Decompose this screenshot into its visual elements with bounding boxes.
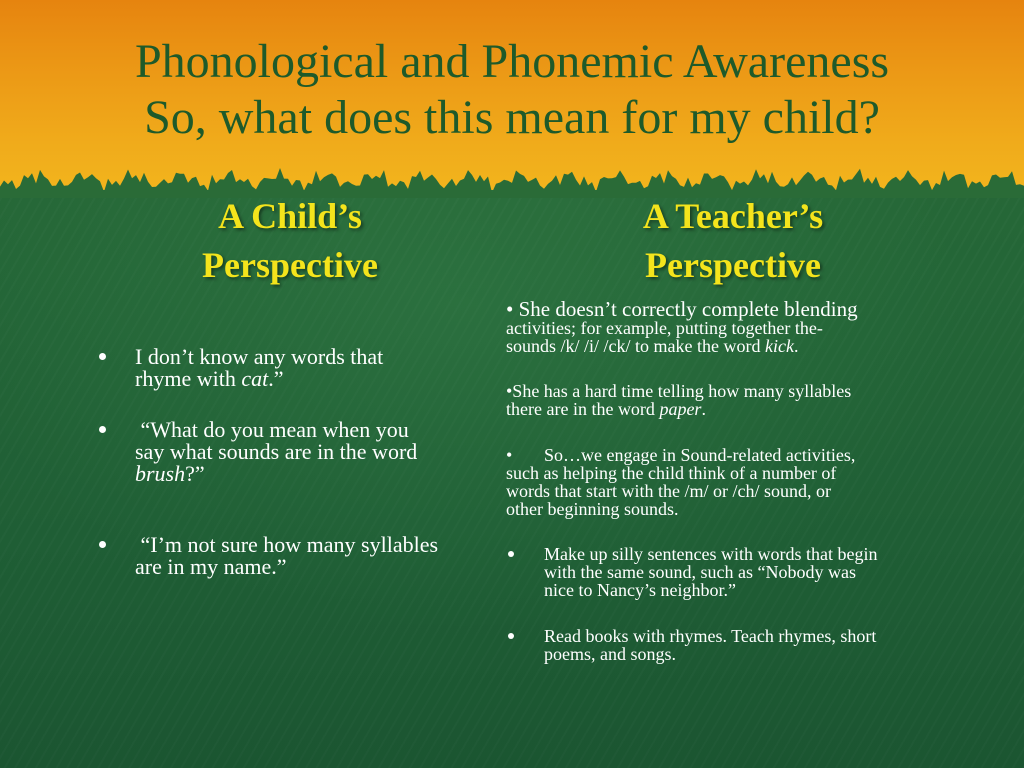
bullet-icon — [508, 551, 514, 557]
teacher-item — [506, 545, 946, 605]
bullet-icon — [508, 633, 514, 639]
bullet-text-end: ?” — [185, 461, 205, 486]
teacher-item — [506, 299, 946, 355]
item-text-end: . — [793, 336, 799, 356]
bullet-icon — [99, 353, 106, 360]
child-bullet-text — [135, 419, 417, 485]
bullet-icon — [99, 541, 106, 548]
title-line-2: So, what does this mean for my child? — [144, 91, 880, 144]
teacher-item-lead: • She doesn’t correctly complete blending — [506, 297, 858, 321]
teacher-perspective-heading: A Teacher’s Perspective — [642, 196, 824, 285]
teacher-item-text: Make up silly sentences with words that begin with the same sound, such as “Nobody was nice to Nancy’s neighbor.” — [544, 544, 878, 600]
bullet-text-end: .” — [268, 366, 284, 391]
ragged-edge-shape — [0, 168, 1024, 198]
title-line-1: Phonological and Phonemic Awareness — [134, 35, 890, 88]
child-bullet-item — [95, 419, 495, 489]
child-bullet-item — [95, 346, 495, 416]
teacher-item-text — [506, 382, 946, 418]
item-emphasis: kick — [764, 336, 794, 356]
child-bullet-item — [95, 534, 495, 604]
teacher-item-text: Read books with rhymes. Teach rhymes, short poems, and songs. — [544, 626, 877, 664]
item-text: •She has a hard time telling how many syllables there are in the word — [506, 381, 852, 419]
child-bullet-text — [135, 346, 383, 390]
bullet-text: “What do you mean when you say what sounds are in the word — [135, 417, 418, 464]
bullet-glyph: • — [506, 445, 513, 465]
bullet-text: I don’t know any words that rhyme with — [135, 344, 384, 391]
bullet-emphasis: brush — [135, 461, 186, 486]
item-text: activities; for example, putting together the- sounds /k/ /i/ /ck/ to make the word — [506, 318, 823, 356]
teacher-item-text — [506, 446, 946, 518]
child-bullet-text — [135, 534, 438, 578]
bullet-icon — [99, 426, 106, 433]
teacher-item — [506, 382, 946, 418]
item-text-end: . — [701, 399, 706, 419]
bullet-emphasis: cat — [241, 366, 269, 391]
teacher-item — [506, 446, 946, 518]
teacher-item-text — [506, 319, 946, 355]
slide-title — [0, 34, 1024, 146]
item-emphasis: paper — [659, 399, 702, 419]
item-text: So…we engage in Sound-related activities, such as helping the child think of a number of words that start with the /m/ or /ch/ sound, or other beginning sounds. — [506, 445, 856, 519]
child-perspective-heading: A Child’s Perspective — [202, 196, 378, 285]
bullet-text: “I’m not sure how many syllables are in my name.” — [135, 532, 439, 579]
ragged-edge — [0, 158, 1024, 198]
teacher-item — [506, 627, 946, 667]
